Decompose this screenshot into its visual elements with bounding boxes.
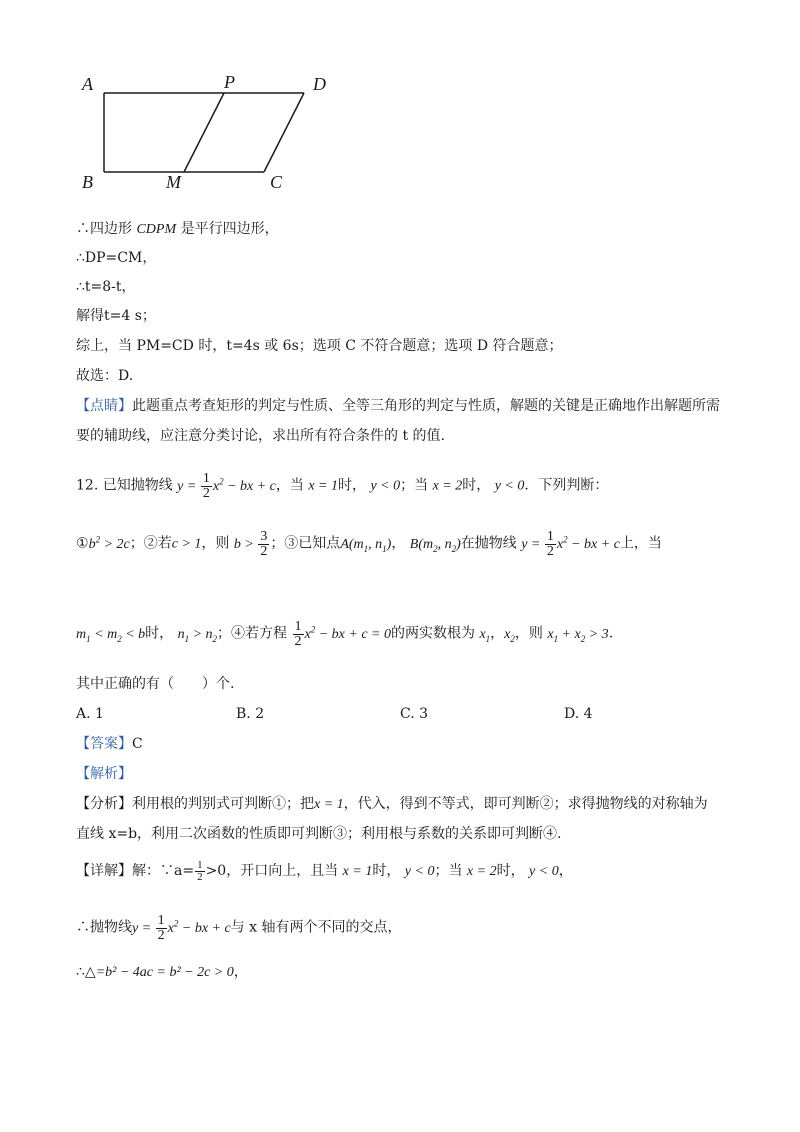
option-a: A. 1 — [76, 706, 104, 722]
fenxi-line-1: 【分析】利用根的判别式可判断①；把x = 1，代入，得到不等式，即可判断②；求得抛物线的对称轴为 — [76, 796, 708, 812]
label-b: B — [82, 172, 93, 192]
option-c: C. 3 — [400, 706, 429, 722]
label-c: C — [270, 172, 283, 192]
note-line-2: 要的辅助线，应注意分类讨论，求出所有符合条件的 t 的值. — [76, 428, 445, 444]
label-p: P — [224, 72, 235, 92]
label-a: A — [82, 74, 93, 94]
proof-line-2: ∴DP=CM， — [76, 250, 157, 266]
question-12-statements-2: $m_1 < m_2 < b$时， $n_1 > n_2$；④若方程 $\frac{1}{2}$ $x^2$ − bx + c = 0的两实数根为 $x_1$，$x_2$，则 $x_1 + x_2 > 3$. — [76, 618, 614, 649]
proof-line-3: ∴t=8-t， — [76, 279, 136, 295]
parabola-formula: y = $\frac{1}{2}$ $x^2$ − bx + c — [177, 470, 276, 501]
xiangjie-line: 【详解】解：∵a= $\frac{1}{2}$ >0，开口向上，且当 x = 1时， y < 0；当 x = 2时， y < 0， — [76, 858, 573, 883]
question-12-ask: 其中正确的有（ ）个. — [76, 676, 235, 692]
answer-line — [76, 734, 143, 754]
label-m: M — [166, 172, 181, 192]
question-12-options — [76, 704, 716, 724]
analysis-tag: 【解析】 — [76, 766, 132, 782]
note-tag: 【点睛】 — [76, 398, 132, 414]
proof-line-5: 综上，当 PM=CD 时，t=4s 或 6s；选项 C 不符合题意；选项 D 符合题意； — [76, 338, 563, 354]
proof-line-4: 解得t=4 s； — [76, 308, 156, 324]
answer-tag: 【答案】 — [76, 736, 132, 752]
answer-value: C — [132, 736, 143, 752]
conclusion-line-2: ∴△=b² − 4ac = b² − 2c > 0， — [76, 964, 248, 980]
fenxi-line-2: 直线 x=b，利用二次函数的性质即可判断③；利用根与系数的关系即可判断④. — [76, 826, 562, 842]
question-12-intro: 12. 已知抛物线 y = $\frac{1}{2}$ $x^2$ − bx + c，当 x = 1时， y < 0；当 x = 2时， y < 0．下列判断： — [76, 470, 609, 501]
proof-line-1: ∴四边形 CDPM 是平行四边形， — [76, 221, 279, 237]
label-d: D — [313, 74, 326, 94]
option-b: B. 2 — [236, 706, 265, 722]
option-d: D. 4 — [564, 706, 593, 722]
question-12-statements-1: $①b^2 > 2c$；②若c > 1，则 b > $\frac{3}{2}$ ；③已知点$A(m_1$, $n_1$)， $B(m_2$, $n_2$)在抛物线 y = $\frac{1}{2}$ $x^2$ − bx + c上，当 — [76, 528, 662, 559]
note-line-1: 【点睛】此题重点考查矩形的判定与性质、全等三角形的判定与性质，解题的关键是正确地作出解题所需 — [76, 398, 720, 414]
conclusion-line-1: ∴抛物线y = $\frac{1}{2}$ $x^2$ − bx + c与 x 轴有两个不同的交点， — [76, 912, 402, 943]
proof-line-6: 故选：D. — [76, 368, 134, 384]
